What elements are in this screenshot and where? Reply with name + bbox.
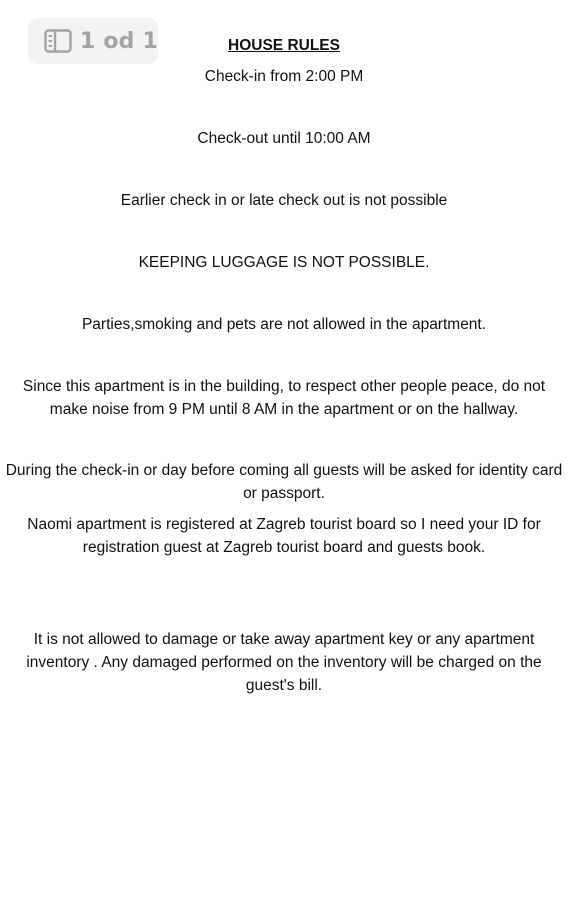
rule-parties-smoking-pets: Parties,smoking and pets are not allowed in the apartment.	[81, 316, 487, 333]
page-thumbnails-icon	[44, 29, 72, 53]
rule-registration: Naomi apartment is registered at Zagreb tourist board so I need your ID for registration guest at Zagreb tourist board and guests book.	[27, 516, 541, 556]
rule-early-late: Earlier check in or late check out is not possible	[120, 192, 448, 209]
page-indicator-badge[interactable]	[28, 18, 158, 64]
page-indicator-text: 1 od 1	[80, 28, 158, 54]
rule-check-out: Check-out until 10:00 AM	[197, 130, 371, 147]
rule-luggage: KEEPING LUGGAGE IS NOT POSSIBLE.	[138, 254, 430, 271]
rule-check-in: Check-in from 2:00 PM	[204, 68, 364, 85]
rule-damage-inventory: It is not allowed to damage or take away apartment key or any apartment inventory . Any damaged performed on the inventory will be charged on the guest's bill.	[26, 631, 542, 694]
rule-identity-check: During the check-in or day before coming all guests will be asked for identity card or passport.	[5, 462, 563, 502]
document-title: HOUSE RULES	[228, 37, 340, 54]
rule-quiet-hours: Since this apartment is in the building, to respect other people peace, do not make noise from 9 PM until 8 AM in the apartment or on the hallway.	[22, 378, 546, 418]
